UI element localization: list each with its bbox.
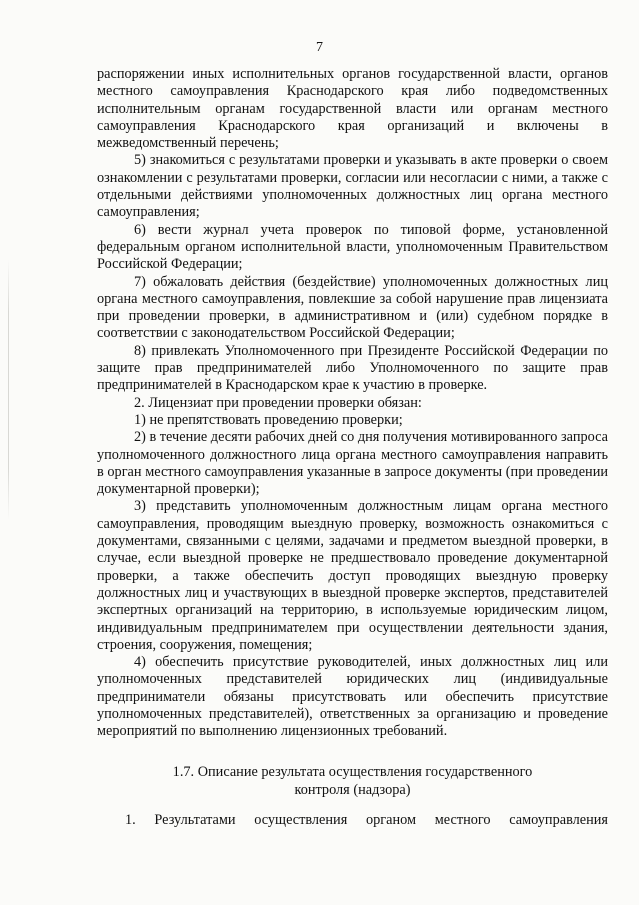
section-heading-line-2: контроля (надзора) [294, 781, 411, 798]
paragraph-obligation-2: 2) в течение десяти рабочих дней со дня получения мотивированного запроса уполномоченного должностного лица органа местного самоуправления направить в орган местного самоуправления указанные в запросе документы (при проведении документарной проверки); [97, 429, 608, 498]
section-heading [97, 764, 608, 799]
body-text [97, 66, 608, 741]
paragraph-item-5: 5) знакомиться с результатами проверки и указывать в акте проверки о своем ознакомлении с результатами проверки, согласии или несогласии с ними, а также с отдельными действиями уполномоченных должностных лиц органа местного самоуправления; [97, 152, 608, 221]
paragraph-obligation-4: 4) обеспечить присутствие руководителей, иных должностных лиц или уполномоченных представителей юридических лиц (индивидуальные предприниматели обязаны присутствовать или обеспечить присутствие уполномоченных представителей), ответственных за организацию и проведение мероприятий по выполнению лицензионных требований. [97, 654, 608, 740]
paragraph-item-7: 7) обжаловать действия (бездействие) уполномоченных должностных лиц органа местного самоуправления, повлекшие за собой нарушение прав лицензиата при проведении проверки, в административном и (или) судебном порядке в соответствии с законодательством Российской Федерации; [97, 273, 608, 342]
section-first-paragraph: 1. Результатами осуществления органом местного самоуправления [125, 812, 608, 828]
paragraph-licensee-obligations: 2. Лицензиат при проведении проверки обязан: [134, 394, 422, 411]
paragraph-continuation: распоряжении иных исполнительных органов государственной власти, органов местного самоуправления Краснодарского края либо подведомственных исполнительным органам государственной власти или органам местного самоуправления Краснодарского края организаций и включены в межведомственный перечень; [97, 66, 608, 152]
page-edge-shadow [8, 260, 9, 520]
paragraph-obligation-3: 3) представить уполномоченным должностным лицам органа местного самоуправления, проводящим выездную проверку, возможность ознакомиться с документами, связанными с целями, задачами и предметом выездной проверки, в случае, если выездной проверке не предшествовало проведение документарной проверки, а также обеспечить доступ проводящих выездную проверку должностных лиц и участвующих в выездной проверке экспертов, представителей экспертных организаций на территорию, в используемые юридическим лицом, индивидуальным предпринимателем при осуществлении деятельности здания, строения, сооружения, помещения; [97, 498, 608, 653]
paragraph-item-6: 6) вести журнал учета проверок по типовой форме, установленной федеральным органом исполнительной власти, уполномоченным Правительством Российской Федерации; [97, 221, 608, 273]
paragraph-item-8: 8) привлекать Уполномоченного при Президенте Российской Федерации по защите прав предпринимателей либо Уполномоченного по защите прав предпринимателей в Краснодарском крае к участию в проверке. [97, 342, 608, 394]
paragraph-obligation-1: 1) не препятствовать проведению проверки; [134, 411, 403, 428]
page-number: 7 [316, 40, 323, 55]
section-heading-line-1: 1.7. Описание результата осуществления государственного [172, 764, 533, 780]
